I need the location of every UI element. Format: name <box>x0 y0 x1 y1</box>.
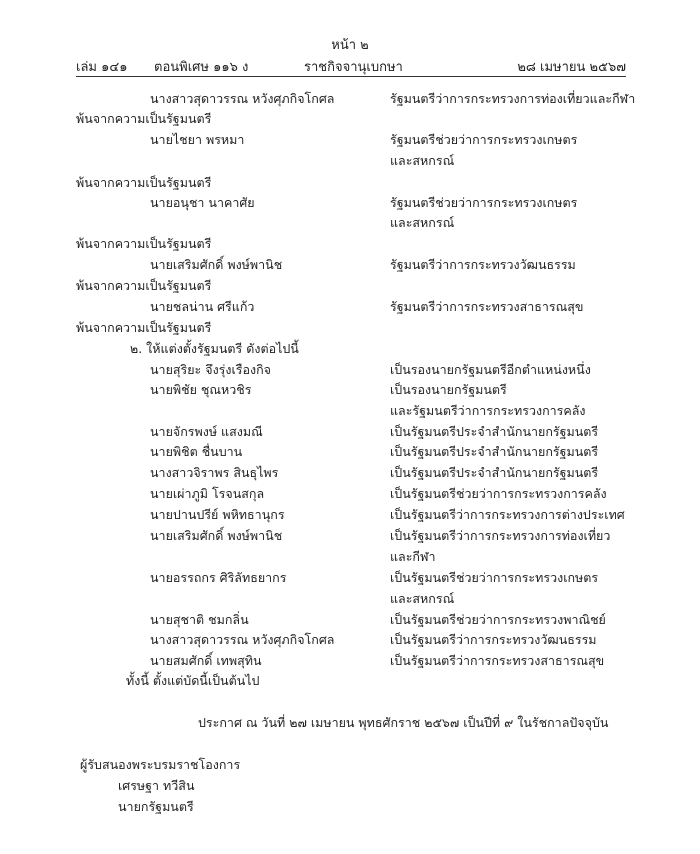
appointed-name: นางสาวสุดาวรรณ หวังศุภกิจโกศล <box>150 632 335 647</box>
volume-label: เล่ม ๑๔๑ <box>76 60 128 75</box>
effective-clause: ทั้งนี้ ตั้งแต่บัดนี้เป็นต้นไป <box>126 673 260 688</box>
removed-name: นายไชยา พรหมา <box>150 132 245 147</box>
appointed-position-cont: และรัฐมนตรีว่าการกระทรวงการคลัง <box>390 403 586 418</box>
appointed-name: นายปานปรีย์ พหิทธานุกร <box>150 507 285 522</box>
appointed-name: นายเสริมศักดิ์ พงษ์พานิช <box>150 528 283 543</box>
removed-note: พ้นจากความเป็นรัฐมนตรี <box>76 111 212 126</box>
removed-position: รัฐมนตรีช่วยว่าการกระทรวงเกษตร <box>390 195 578 210</box>
publication-date: ๒๘ เมษายน ๒๕๖๗ <box>517 60 626 75</box>
removed-note: พ้นจากความเป็นรัฐมนตรี <box>76 175 212 190</box>
removed-position: รัฐมนตรีว่าการกระทรวงวัฒนธรรม <box>390 257 576 272</box>
gazette-name: ราชกิจจานุเบกษา <box>304 60 403 75</box>
appointed-position: เป็นรองนายกรัฐมนตรีอีกตำแหน่งหนึ่ง <box>390 362 591 377</box>
section-2-heading: ๒. ให้แต่งตั้งรัฐมนตรี ดังต่อไปนี้ <box>130 341 299 356</box>
appointed-position: เป็นรัฐมนตรีช่วยว่าการกระทรวงพาณิชย์ <box>390 612 606 627</box>
removed-position-cont: และสหกรณ์ <box>390 153 455 168</box>
signatory-title: นายกรัฐมนตรี <box>118 799 194 814</box>
issue-label: ตอนพิเศษ ๑๑๖ ง <box>154 60 249 75</box>
gazette-header <box>76 56 626 77</box>
appointed-name: นายอรรถกร ศิริลัทธยากร <box>150 570 287 585</box>
appointed-position: เป็นรัฐมนตรีช่วยว่าการกระทรวงการคลัง <box>390 486 607 501</box>
appointed-position: เป็นรัฐมนตรีประจำสำนักนายกรัฐมนตรี <box>390 424 599 439</box>
removed-position: รัฐมนตรีช่วยว่าการกระทรวงเกษตร <box>390 132 578 147</box>
appointed-position-cont: และกีฬา <box>390 549 436 564</box>
removed-note: พ้นจากความเป็นรัฐมนตรี <box>76 278 212 293</box>
removed-position-cont: และสหกรณ์ <box>390 215 455 230</box>
appointed-name: นายจักรพงษ์ แสงมณี <box>150 424 263 439</box>
countersign-label: ผู้รับสนองพระบรมราชโองการ <box>80 757 241 772</box>
removed-note: พ้นจากความเป็นรัฐมนตรี <box>76 320 212 335</box>
signatory-name: เศรษฐา ทวีสิน <box>118 778 195 793</box>
removed-name: นายเสริมศักดิ์ พงษ์พานิช <box>150 257 283 272</box>
removed-note: พ้นจากความเป็นรัฐมนตรี <box>76 236 212 251</box>
removed-position: รัฐมนตรีว่าการกระทรวงการท่องเที่ยวและกีฬา <box>390 91 636 106</box>
appointed-position: เป็นรัฐมนตรีว่าการกระทรวงวัฒนธรรม <box>390 632 597 647</box>
appointed-name: นายพิชิต ชื่นบาน <box>150 444 243 459</box>
appointed-position-cont: และสหกรณ์ <box>390 591 455 606</box>
removed-name: นางสาวสุดาวรรณ หวังศุภกิจโกศล <box>150 91 335 106</box>
appointed-name: นายสุริยะ จึงรุ่งเรืองกิจ <box>150 362 271 377</box>
proclamation-line: ประกาศ ณ วันที่ ๒๗ เมษายน พุทธศักราช ๒๕๖๗ เป็นปีที่ ๙ ในรัชกาลปัจจุบัน <box>198 715 609 730</box>
appointed-position: เป็นรัฐมนตรีว่าการกระทรวงการต่างประเทศ <box>390 507 625 522</box>
removed-name: นายชลน่าน ศรีแก้ว <box>150 299 255 314</box>
removed-position: รัฐมนตรีว่าการกระทรวงสาธารณสุข <box>390 299 584 314</box>
appointed-position: เป็นรัฐมนตรีประจำสำนักนายกรัฐมนตรี <box>390 444 599 459</box>
appointed-position: เป็นรองนายกรัฐมนตรี <box>390 382 507 397</box>
appointed-name: นายสุชาติ ชมกลิ่น <box>150 612 249 627</box>
appointed-name: นางสาวจิราพร สินธุไพร <box>150 465 279 480</box>
appointed-name: นายสมศักดิ์ เทพสุทิน <box>150 653 262 668</box>
appointed-name: นายเผ่าภูมิ โรจนสกุล <box>150 486 265 501</box>
removed-name: นายอนุชา นาคาศัย <box>150 195 255 210</box>
appointed-name: นายพิชัย ชุณหวชิร <box>150 382 252 397</box>
appointed-position: เป็นรัฐมนตรีว่าการกระทรวงการท่องเที่ยว <box>390 528 611 543</box>
appointed-position: เป็นรัฐมนตรีช่วยว่าการกระทรวงเกษตร <box>390 570 599 585</box>
appointed-position: เป็นรัฐมนตรีว่าการกระทรวงสาธารณสุข <box>390 653 605 668</box>
page-number: หน้า ๒ <box>331 38 369 53</box>
appointed-position: เป็นรัฐมนตรีประจำสำนักนายกรัฐมนตรี <box>390 465 599 480</box>
